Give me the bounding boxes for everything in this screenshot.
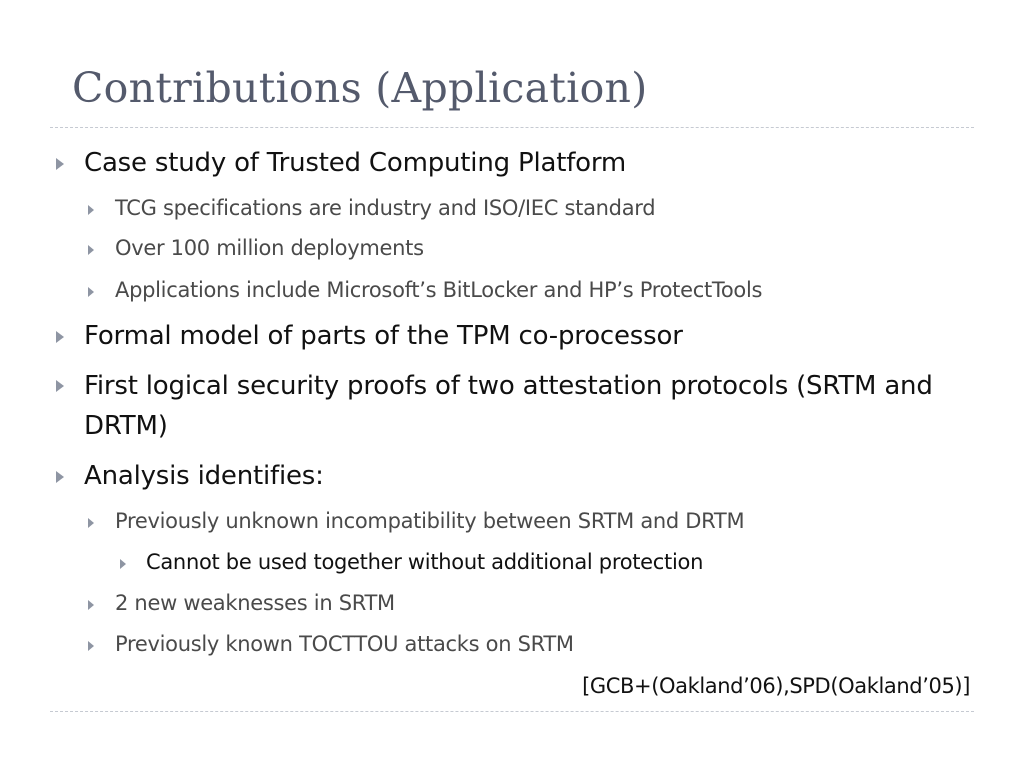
bullet-analysis (84, 461, 324, 491)
bullet-text: Previously known TOCTTOU attacks on SRTM (115, 632, 574, 656)
bullet-arrow-icon (56, 471, 64, 483)
sub-bullet-weaknesses (115, 591, 395, 615)
bullet-security-proofs (84, 366, 964, 446)
bullet-arrow-icon (88, 641, 94, 651)
bullet-text: Applications include Microsoft’s BitLocker and HP’s ProtectTools (115, 278, 763, 302)
bullet-text: Case study of Trusted Computing Platform (84, 148, 627, 178)
bullet-formal-model (84, 321, 683, 351)
citation: [GCB+(Oakland’06),SPD(Oakland’05)] (582, 674, 970, 698)
sub-bullet-tocttou (115, 632, 574, 656)
sub-sub-bullet-protection (146, 550, 703, 574)
bullet-arrow-icon (88, 518, 94, 528)
bullet-arrow-icon (56, 331, 64, 343)
bullet-case-study (84, 148, 626, 178)
sub-bullet-deployments (115, 236, 424, 260)
sub-bullet-tcg-specs (115, 196, 655, 220)
bullet-text: Analysis identifies: (84, 461, 324, 491)
bullet-arrow-icon (56, 158, 64, 170)
slide-title: Contributions (Application) (72, 64, 648, 112)
bullet-arrow-icon (88, 245, 94, 255)
bullet-text: Previously unknown incompatibility between SRTM and DRTM (115, 509, 745, 533)
footer-divider (50, 711, 974, 712)
bullet-arrow-icon (56, 380, 64, 392)
bullet-text: First logical security proofs of two attestation protocols (SRTM and DRTM) (84, 371, 933, 441)
bullet-arrow-icon (88, 205, 94, 215)
bullet-text: Over 100 million deployments (115, 236, 424, 260)
title-divider (50, 127, 974, 128)
bullet-arrow-icon (120, 559, 126, 569)
bullet-arrow-icon (88, 287, 94, 297)
bullet-text: 2 new weaknesses in SRTM (115, 591, 395, 615)
bullet-arrow-icon (88, 600, 94, 610)
bullet-text: TCG specifications are industry and ISO/IEC standard (115, 196, 656, 220)
sub-bullet-incompatibility (115, 509, 744, 533)
sub-bullet-applications (115, 278, 762, 302)
bullet-text: Cannot be used together without additional protection (146, 550, 704, 574)
bullet-text: Formal model of parts of the TPM co-processor (84, 321, 683, 351)
